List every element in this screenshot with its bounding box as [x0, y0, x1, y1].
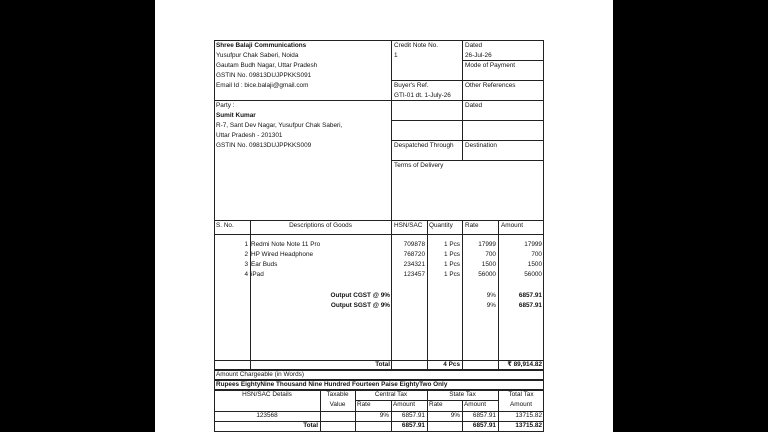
- col-sno: S. No.: [216, 222, 234, 229]
- total-quantity: 4 Pcs: [443, 361, 460, 368]
- divider: [462, 60, 544, 61]
- tax-hsn: 123568: [256, 412, 278, 419]
- tax-total-central: 6857.91: [401, 422, 425, 429]
- seller-city: Gautam Budh Nagar, Uttar Pradesh: [216, 62, 318, 69]
- item-hsn: 234321: [403, 261, 425, 268]
- buyers-ref-label: Buyer's Ref.: [394, 82, 429, 89]
- document-page: [155, 0, 613, 432]
- item-amount: 700: [531, 251, 542, 258]
- item-sno: 4: [244, 271, 248, 278]
- despatched-through-label: Despatched Through: [394, 142, 454, 149]
- divider: [391, 80, 544, 81]
- item-amount: 17999: [524, 241, 542, 248]
- item-qty: 1 Pcs: [444, 261, 460, 268]
- item-sno: 1: [244, 241, 248, 248]
- item-rate: 17999: [478, 241, 496, 248]
- item-sno: 3: [244, 261, 248, 268]
- amount-words-label: Amount Chargeable (in Words): [216, 371, 304, 378]
- sgst-amount: 6857.91: [518, 302, 542, 309]
- tax-total-label: Total: [303, 422, 318, 429]
- total-label: Total: [375, 361, 390, 368]
- col-quantity: Quantity: [429, 222, 453, 229]
- col-hsn: HSN/SAC: [394, 222, 423, 229]
- tax-central-amount: 6857.91: [401, 412, 425, 419]
- central-tax-header: Central Tax: [374, 391, 408, 398]
- state-amount-header: Amount: [464, 401, 487, 408]
- dated-label: Dated: [465, 42, 483, 49]
- amount-in-words: Rupees EightyNine Thousand Nine Hundred Fourteen Paise EightyTwo Only: [216, 381, 448, 388]
- total-tax-amount-header: Amount: [509, 401, 533, 408]
- divider: [391, 100, 544, 101]
- item-hsn: 768720: [403, 251, 425, 258]
- item-hsn: 123457: [403, 271, 425, 278]
- divider: [391, 40, 392, 220]
- col-rate: Rate: [465, 222, 479, 229]
- party-address: R-7, Sant Dev Nagar, Yusufpur Chak Saberi,: [216, 122, 343, 129]
- destination-label: Destination: [465, 142, 497, 149]
- cgst-label: Output CGST @ 9%: [330, 292, 390, 299]
- tax-total-sum: 13715.82: [515, 422, 542, 429]
- dated-label-2: Dated: [465, 102, 483, 109]
- cgst-rate: 9%: [486, 292, 496, 299]
- party-city: Uttar Pradesh - 201301: [216, 132, 283, 139]
- divider: [391, 120, 544, 121]
- seller-name: Shree Balaji Communications: [216, 42, 307, 49]
- item-description: Redmi Note Note 11 Pro: [251, 241, 321, 248]
- total-tax-header: Total Tax: [508, 391, 534, 398]
- central-amount-header: Amount: [393, 401, 416, 408]
- item-sno: 2: [244, 251, 248, 258]
- hsn-details-header: HSN/SAC Details: [242, 391, 292, 398]
- state-rate-header: Rate: [429, 401, 443, 408]
- mode-of-payment-label: Mode of Payment: [465, 62, 516, 69]
- cgst-amount: 6857.91: [518, 292, 542, 299]
- item-hsn: 709878: [403, 241, 425, 248]
- divider: [391, 140, 544, 141]
- tax-state-rate: 9%: [450, 412, 460, 419]
- divider: [214, 220, 544, 221]
- item-description: Ear Buds: [251, 261, 278, 268]
- credit-note-label: Credit Note No.: [394, 42, 439, 49]
- party-label: Party :: [216, 102, 235, 109]
- item-qty: 1 Pcs: [444, 271, 460, 278]
- party-gstin: GSTIN No. 09813DUJPPKKS009: [216, 142, 312, 149]
- dated-value: 26-Jul-26: [465, 52, 492, 59]
- item-qty: 1 Pcs: [444, 241, 460, 248]
- total-amount: ₹ 89,914.82: [507, 361, 542, 368]
- party-name: Sumit Kumar: [216, 112, 256, 119]
- tax-total-amount: 13715.82: [515, 412, 542, 419]
- central-rate-header: Rate: [357, 401, 371, 408]
- item-description: iPad: [251, 271, 264, 278]
- item-qty: 1 Pcs: [444, 251, 460, 258]
- seller-address: Yusufpur Chak Saberi, Noida: [216, 52, 299, 59]
- item-rate: 56000: [478, 271, 496, 278]
- item-amount: 56000: [524, 271, 542, 278]
- state-tax-header: State Tax: [449, 391, 476, 398]
- tax-central-rate: 9%: [379, 412, 389, 419]
- buyers-ref-value: GTI-01 dt. 1-July-26: [394, 92, 451, 99]
- item-amount: 1500: [527, 261, 542, 268]
- credit-note-value: 1: [394, 52, 398, 59]
- value-header: Value: [329, 401, 346, 408]
- seller-email: Email Id : bice.balaji@gmail.com: [216, 82, 309, 89]
- sgst-rate: 9%: [486, 302, 496, 309]
- item-rate: 1500: [481, 261, 496, 268]
- divider: [214, 100, 391, 101]
- sgst-label: Output SGST @ 9%: [330, 302, 390, 309]
- col-description: Descriptions of Goods: [289, 222, 352, 229]
- tax-total-state: 6857.91: [472, 422, 496, 429]
- taxable-header: Taxable: [326, 391, 349, 398]
- item-description: HP Wired Headphone: [251, 251, 314, 258]
- terms-of-delivery-label: Terms of Delivery: [394, 162, 444, 169]
- item-rate: 700: [485, 251, 496, 258]
- tax-state-amount: 6857.91: [472, 412, 496, 419]
- seller-gstin: GSTIN No. 09813DUJPPKKS091: [216, 72, 312, 79]
- divider: [214, 234, 544, 235]
- other-references-label: Other References: [465, 82, 516, 89]
- divider: [391, 160, 544, 161]
- col-amount: Amount: [501, 222, 524, 229]
